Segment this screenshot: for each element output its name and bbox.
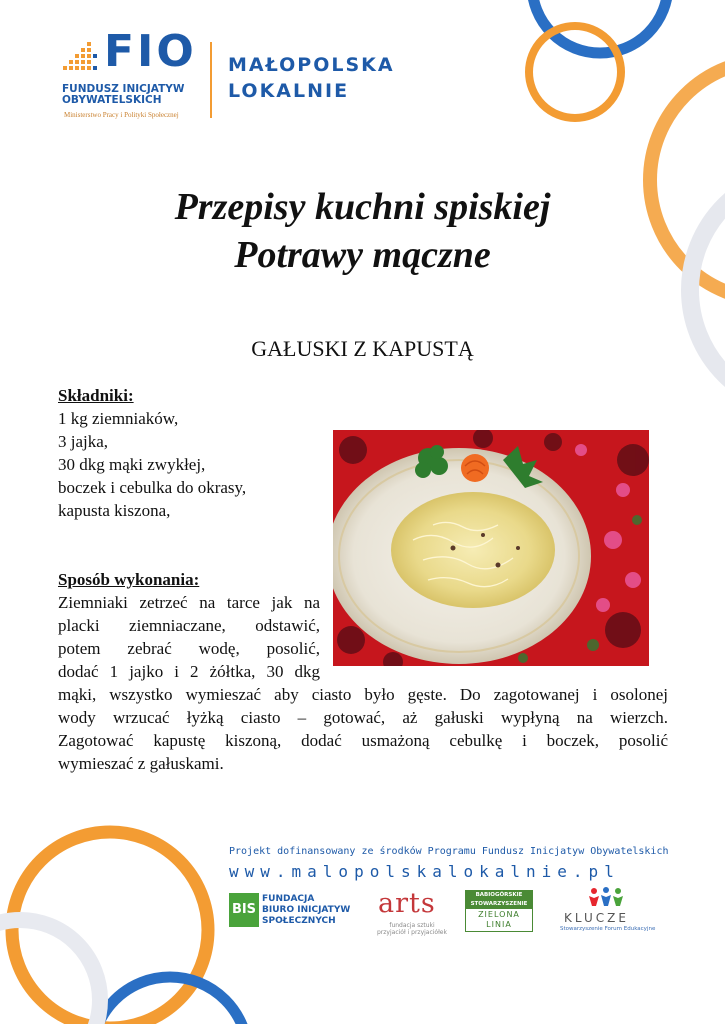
dish-photo [333,430,649,666]
method-line: wymieszać z gałuskami. [58,754,224,773]
zielona-word: ZIELONA [478,910,520,919]
ingredient-item: boczek i cebulka do okrasy, [58,478,247,497]
dish-name: GAŁUSKI Z KAPUSTĄ [251,336,474,361]
method-line: Ziemniaki zetrzeć na tarce jak na [58,593,320,612]
ingredient-item: 1 kg ziemniaków, [58,409,179,428]
method-text-narrow [58,591,320,683]
project-funding-text: Projekt dofinansowany ze środków Programu Fundusz Inicjatyw Obywatelskich [229,846,669,857]
page-title-line2: Potrawy mączne [234,234,491,276]
ingredients-label: Składniki: [58,386,134,405]
arts-logo: arts [378,888,436,919]
arts-sub-line: fundacja sztuki [389,922,435,929]
method-line: Zagotować kapustę kiszoną, dodać usmażoną cebulkę i boczek, posolić [58,731,668,750]
zielona-linia-logo [465,890,533,932]
header-divider [210,42,212,118]
stow-top-line: BABIOGÓRSKIE [475,892,523,898]
method-line: potem zebrać wodę, posolić, [58,639,320,658]
arts-subtitle [377,922,447,936]
bis-logo-text [262,894,362,927]
ingredient-item: 3 jajka, [58,432,109,451]
ingredient-item: 30 dkg mąki zwykłej, [58,455,206,474]
fio-logo: FIO [104,26,197,77]
bis-line: FUNDACJA [262,894,315,904]
fio-subtitle [62,84,212,106]
method-line: mąki, wszystko wymieszać aby ciasto było gęste. Do zagotowanej i osolonej [58,685,668,704]
method-line: dodać 1 jajko i 2 żółtka, 30 dkg [58,662,320,681]
method-line: placki ziemniaczane, odstawić, [58,616,320,635]
bis-logo-box: BIS [229,893,259,927]
zielona-linia-header [466,891,532,909]
linia-word: LINIA [486,920,512,929]
method-label: Sposób wykonania: [58,570,200,589]
stow-top-line: STOWARZYSZENIE [470,901,528,907]
fio-subtitle-line1: FUNDUSZ INICJATYW [62,83,185,95]
fio-dots-icon [62,42,98,74]
ingredients-section [58,384,328,522]
bis-line: SPOŁECZNYCH [262,916,336,926]
malopolska-logo [228,52,395,104]
page-title-line1: Przepisy kuchni spiskiej [174,186,551,228]
malopolska-line2: LOKALNIE [228,80,350,102]
website-link[interactable]: www.malopolskalokalnie.pl [229,862,620,881]
bis-line: BIURO INICJATYW [262,905,351,915]
ingredient-item: kapusta kiszona, [58,501,171,520]
klucze-subtitle: Stowarzyszenie Forum Edukacyjne [560,926,656,932]
method-text-wide [58,683,668,775]
arts-sub-line: przyjaciół i przyjaciółek [377,929,447,936]
klucze-figures-icon [586,886,626,910]
ministry-text: Ministerstwo Pracy i Polityki Społecznej [64,111,179,119]
fio-subtitle-line2: OBYWATELSKICH [62,94,162,106]
klucze-logo: KLUCZE [564,911,629,925]
method-line: wody wrzucać łyżką ciasto – gotować, aż gałuski wypłyną na wierzch. [58,708,668,727]
malopolska-line1: MAŁOPOLSKA [228,54,395,76]
